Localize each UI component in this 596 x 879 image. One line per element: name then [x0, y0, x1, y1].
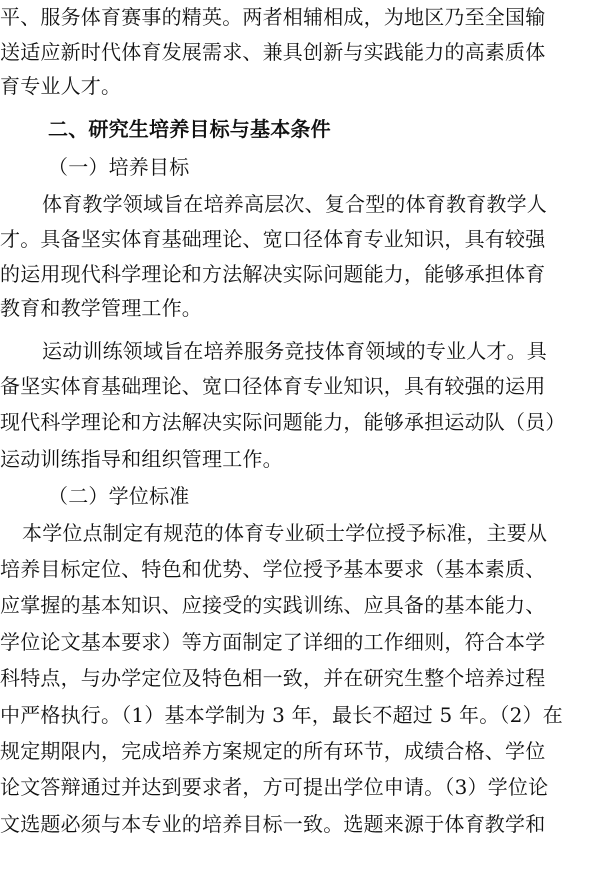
paragraph-line: 现代科学理论和方法解决实际问题能力，能够承担运动队（员） — [0, 410, 566, 434]
paragraph-line: 的运用现代科学理论和方法解决实际问题能力，能够承担体育 — [0, 262, 546, 286]
paragraph-line: 教育和教学管理工作。 — [0, 296, 202, 320]
paragraph-line: 运动训练领域旨在培养服务竞技体育领域的专业人才。具 — [42, 339, 547, 363]
section-heading: 二、研究生培养目标与基本条件 — [48, 117, 331, 141]
paragraph-line: 育专业人才。 — [0, 74, 122, 98]
paragraph-line: 培养目标定位、特色和优势、学位授予基本要求（基本素质、 — [0, 557, 546, 581]
paragraph-line: 送适应新时代体育发展需求、兼具创新与实践能力的高素质体 — [0, 40, 546, 64]
subsection-heading: （一）培养目标 — [48, 155, 190, 179]
paragraph-line: 中严格执行。（1）基本学制为 3 年，最长不超过 5 年。（2）在 — [0, 703, 563, 727]
paragraph-line: 才。具备坚实体育基础理论、宽口径体育专业知识，具有较强 — [0, 227, 546, 251]
paragraph-line: 学位论文基本要求）等方面制定了详细的工作细则，符合本学 — [0, 630, 546, 654]
paragraph-line: 应掌握的基本知识、应接受的实践训练、应具备的基本能力、 — [0, 593, 546, 617]
paragraph-line: 体育教学领域旨在培养高层次、复合型的体育教育教学人 — [42, 192, 547, 216]
paragraph-line: 运动训练指导和组织管理工作。 — [0, 447, 283, 471]
paragraph-line: 科特点，与办学定位及特色相一致，并在研究生整个培养过程 — [0, 666, 546, 690]
paragraph-line: 规定期限内，完成培养方案规定的所有环节，成绩合格、学位 — [0, 739, 546, 763]
paragraph-line: 文选题必须与本专业的培养目标一致。选题来源于体育教学和 — [0, 812, 546, 836]
paragraph-line: 论文答辩通过并达到要求者，方可提出学位申请。（3）学位论 — [0, 775, 549, 799]
paragraph-line: 备坚实体育基础理论、宽口径体育专业知识，具有较强的运用 — [0, 374, 546, 398]
paragraph-line: 本学位点制定有规范的体育专业硕士学位授予标准，主要从 — [22, 521, 548, 545]
subsection-heading: （二）学位标准 — [48, 484, 190, 508]
paragraph-line: 平、服务体育赛事的精英。两者相辅相成，为地区乃至全国输 — [0, 5, 546, 29]
